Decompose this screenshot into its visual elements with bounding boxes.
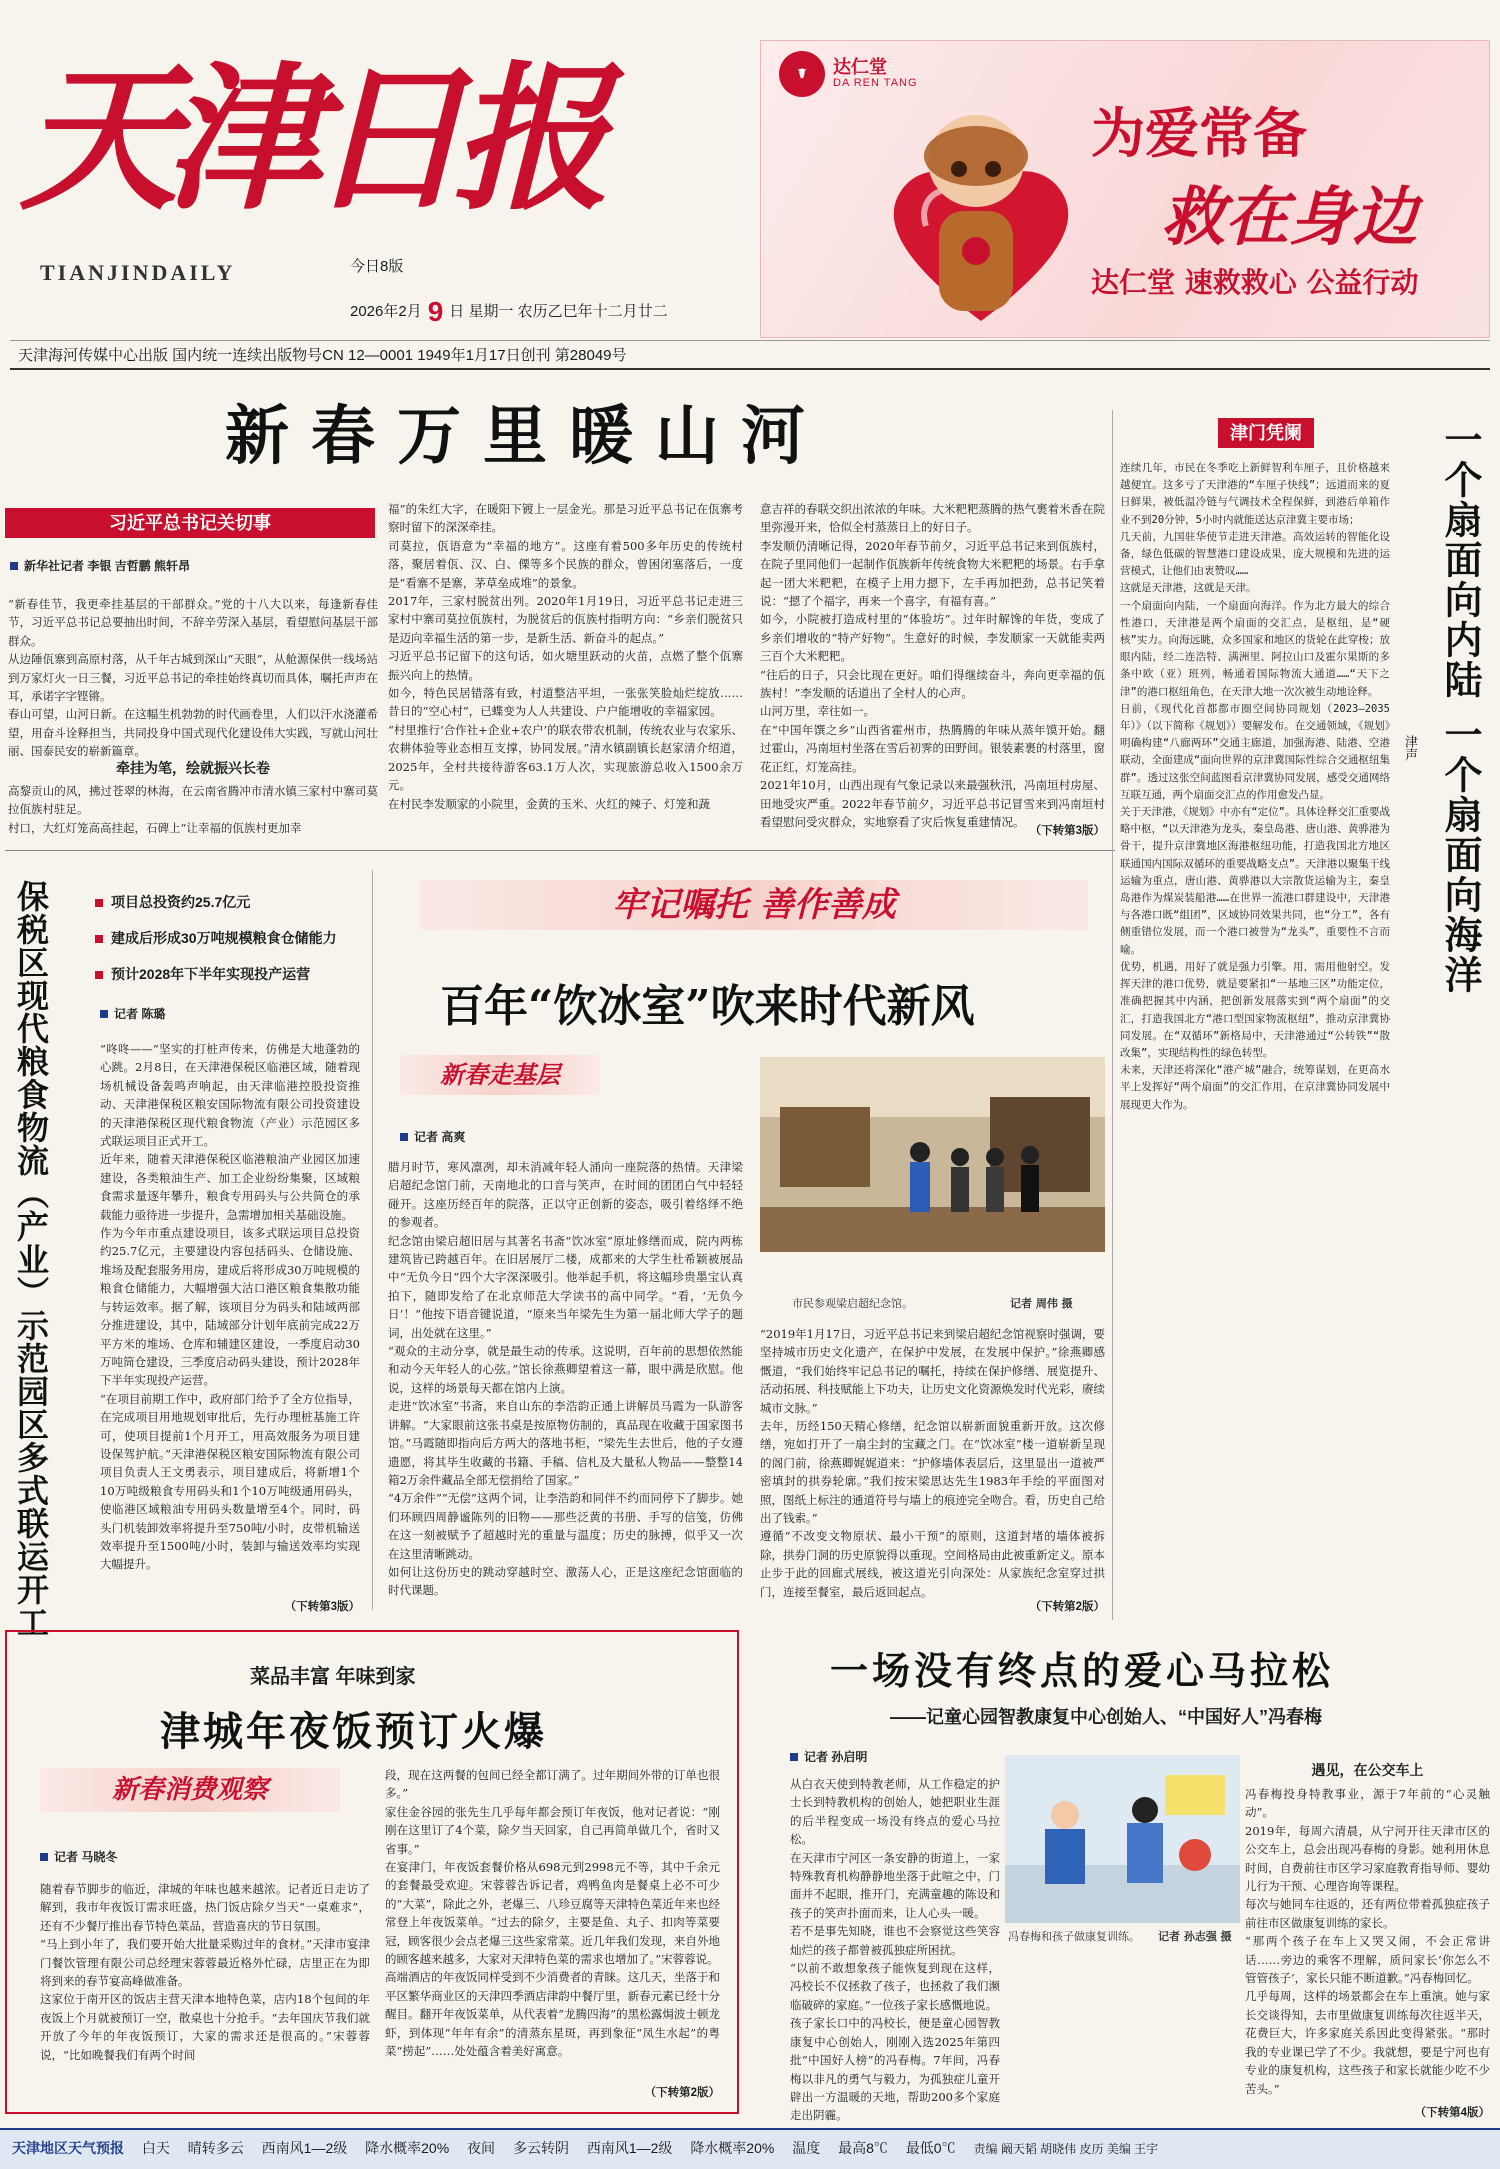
editors: 责编 阚天韬 胡晓伟 皮历 美编 王宇: [973, 2142, 1159, 2156]
icehouse-column-1: 腊月时节，寒风凛冽，却未消减年轻人涌向一座院落的热情。天津梁启超纪念馆门前，天南地北的口音与笑声，在时间的团团白气中轻轻碰开。这座历经百年的院落，正以守正创新的姿态，吸引着络绎不绝的参观者。 纪念馆由梁启超旧居与其著名书斋“饮冰室”原址修缮而成，院内两栋建筑皆已跨越百年。在旧居展厅二楼，成都来的大学生杜希颖被展品中“无负今日”四个大字深深吸引。他举起手机，将这幅珍贵墨宝认真拍下，随即发给了在北京师范大学读书的高中同学。“看，‘无负今日’！”他按下语音键说道，“原来当年梁先生为第一届北师大学子的题词，出处就在这里。” “观众的主动分享，就是最生动的传承。这说明，百年前的思想依然能和动今天年轻人的心弦。”馆长徐燕卿望着这一幕，眼中满是欣慰。他说，这样的场景每天都在馆内上演。 走进“饮冰室”书斋，来自山东的李浩韵正通上讲解员马霞为一队游客讲解。“大家眼前这张书桌是按原物仿制的，真品现在收藏于国家图书馆。”马霞随即指向后方两大的落地书柜，“梁先生去世后，他的子女遵遗愿，将其毕生收藏的书籍、手稿、信札及大量私人物品——整整14箱2万余件藏品全部无偿捐给了国家。” “4万余件”“无偿”这两个词，让李浩韵和同伴不约而同停下了脚步。她们环顾四周静谧陈列的旧物——那些泛黄的书册、手写的信笺，仿佛在这一刻被赋予了超越时光的重量与温度；历史的脉搏，似乎又一次在这里清晰跳动。 如何让这份历史的跳动穿越时空、激荡人心，正是这座纪念馆面临的时代课题。: [388, 1160, 743, 1598]
dinner-continued: （下转第2版）: [644, 2087, 720, 2099]
divider: [5, 850, 1115, 851]
marathon-column-2: 冯春梅投身特教事业，源于7年前的“心灵触动”。 2019年，每周六清晨，从宁河开往天津市区的公交车上，总会出现冯春梅的身影。她利用休息时间，自费前往市区学习家庭教育指导师、婴幼儿行为干预、心理咨询等课程。 每次与她同车往返的，还有两位带着孤独症孩子前往市区做康复训练的家长。 “那两个孩子在车上又哭又闹，不会正常讲话……旁边的乘客不理解，质问家长‘你怎么不管管孩子’，家长只能不断道歉。”冯春梅回忆。 几乎每周，这样的场景都会在车上重演。她与家长交谈得知，去市里做康复训练每次往返半天，花费巨大，许多家庭关系因此变得紧张。“那时我的专业课已学了不少。我就想，要是宁河也有专业的康复机构，这些孩子和家长就能少吃不少苦头。”: [1245, 1787, 1490, 2096]
column-rule: [1112, 410, 1113, 1620]
dateline: [350, 296, 668, 328]
dinner-sub-banner: 新春消费观察: [40, 1768, 340, 1812]
icehouse-byline: 记者 高爽: [400, 1128, 465, 1145]
edition-count: 今日8版: [350, 258, 404, 275]
mascot-icon: [911, 101, 1041, 331]
icehouse-caption: 市民参观梁启超纪念馆。: [792, 1297, 913, 1310]
grain-continued: （下转第3版）: [284, 1601, 360, 1613]
marathon-photo-credit: 记者 孙志强 摄: [1158, 1930, 1232, 1943]
lead-headline[interactable]: 新春万里暖山河: [225, 399, 827, 474]
ad-slogan-2: 救在身边: [1161, 180, 1417, 255]
dinner-headline[interactable]: 津城年夜饭预订火爆: [160, 1708, 547, 1755]
weather-item: 夜间: [467, 2140, 496, 2156]
weather-item: 降水概率20%: [690, 2140, 775, 2156]
lead-continued: （下转第3版）: [1029, 825, 1105, 837]
grain-headline[interactable]: 保税区现代粮食物流（产业）示范园区多式联运开工: [12, 880, 50, 1639]
lead-column-1: “新春佳节，我更牵挂基层的干部群众。”党的十八大以来，每逢新春佳节，习近平总书记总要抽出时间，不辞辛劳深入基层，看望慰问基层干部群众。 从边陲佤寨到高原村落，从千年古城到深山“天眼”，从舱源保供一线场站到万家灯火一日三餐，习近平总书记的牵挂始终真切而具体，嘱托声声在耳，承诺字字铿锵。 春山可望，山河日新。在这幅生机勃勃的时代画卷里，人们以汗水浇灌希望，用奋斗诠释担当，共同投身中国式现代化建设伟大实践，写就山河壮丽、国泰民安的崭新篇章。: [8, 597, 378, 759]
grain-byline: 记者 陈璐: [100, 1005, 165, 1022]
lead-subhead: 牵挂为笔，绘就振兴长卷: [116, 760, 270, 776]
commentary-author: 津声: [1402, 735, 1417, 761]
grain-bullet: 预计2028年下半年实现投产运营: [95, 964, 337, 984]
advertisement[interactable]: [760, 40, 1490, 338]
ad-brand-english: DA REN TANG: [833, 77, 918, 89]
icehouse-photo-credit: 记者 周伟 摄: [1010, 1297, 1073, 1310]
weather-label: 天津地区天气预报: [12, 2140, 124, 2156]
weather-item: 西南风1—2级: [586, 2140, 673, 2156]
weather-item: 西南风1—2级: [261, 2140, 348, 2156]
marathon-column-1: 从白衣天使到特教老师，从工作稳定的护士长到特教机构的创始人，她把职业生涯的后半程变成一场没有终点的爱心马拉松。 在天津市宁河区一条安静的街道上，一家特殊教育机构静静地坐落于此喧之中，门面并不起眼，推开门，充满童趣的陈设和孩子的笑声扑面而来，让人心头一暖。 若不是事先知晓，谁也不会察觉这些笑容灿烂的孩子都曾被孤独症所困扰。 “以前不敢想象孩子能恢复到现在这样，冯校长不仅拯救了孩子，也拯救了我们濒临破碎的家庭。”一位孩子家长感慨地说。 孩子家长口中的冯校长，便是童心园智教康复中心创始人，刚刚入选2025年第四批“中国好人榜”的冯春梅。7年间，冯春梅以非凡的勇气与毅力，为孤独症儿童开辟出一方温暖的天地，帮助200多个家庭走出阴霾。: [790, 1777, 1000, 2123]
commentary-title[interactable]: 一个扇面向内陆 一个扇面向海洋: [1438, 420, 1483, 996]
dinner-column-1: 随着春节脚步的临近，津城的年味也越来越浓。记者近日走访了解到，我市年夜饭订需求旺盛，热门饭店除夕当天“一桌难求”，还有不少餐厅推出春节特色菜品，营造喜庆的节日氛围。 “马上到小年了，我们要开始大批量采购过年的食材。”天津市宴津门餐饮管理有限公司总经理宋蓉蓉最近格外忙碌，店里正在为即将到来的春节宴高峰做准备。 这家位于南开区的饭店主营天津本地特色菜，店内18个包间的年夜饭上个月就被预订一空，散桌也十分抢手。“去年国庆节我们就开放了今年的年夜饭预订，大家的需求还是很高的。”宋蓉蓉说，“比如晚餐我们有两个时间: [40, 1882, 370, 2062]
marathon-subhead: ——记童心园智教康复中心创始人、“中国好人”冯春梅: [890, 1707, 1322, 1727]
weather-item: 最高8℃: [838, 2140, 888, 2156]
publisher-info: 天津海河传媒中心出版 国内统一连续出版物号CN 12—0001 1949年1月17日创刊 第28049号: [10, 340, 1490, 370]
marathon-caption: 冯春梅和孩子做康复训练。: [1008, 1930, 1140, 1943]
marathon-continued: （下转第4版）: [1414, 2107, 1490, 2119]
marathon-byline: 记者 孙启明: [790, 1748, 867, 1765]
lead-column-1b: 高黎贡山的风，拂过苍翠的林海，在云南省腾冲市清水镇三家村中寨司莫拉佤族村驻足。 村口，大红灯笼高高挂起，石碑上“让幸福的佤族村更加幸: [8, 784, 378, 835]
dinner-kicker: 菜品丰富 年味到家: [250, 1666, 416, 1688]
commentary-tag: 津门凭阑: [1218, 418, 1314, 448]
commentary-body: 连续几年，市民在冬季吃上新鲜智利车厘子，且价格越来越便宜。这多亏了天津港的“车厘子快线”；远道而来的夏日鲜果，被低温冷链与气调技术全程保鲜，到港后单箱作业不到20分钟，5小时内就能送达京津冀主要市场； 几天前，九国驻华使节走进天津港。高效运转的智能化设备，绿色低碳的智慧港口建设成果，庞大规模和先进的运营模式，让他们由衷赞叹…… 这就是天津港，这就是天津。 一个扇面向内陆，一个扇面向海洋。作为北方最大的综合性港口，天津港是两个扇面的交汇点，是枢纽，是“硬核”实力。向海远眺，众多国家和地区的货轮在此穿梭；放眼内陆，经二连浩特、满洲里、阿拉山口及霍尔果斯的多条中欧（亚）班列，畅通着国际物流大通道……“天下之津”的港口枢纽角色，在天津大地一次次被生动地诠释。 日前，《现代化首都都市圈空间协同规划（2023—2035年）》（以下简称《规划》）要解发布。在交通领域，《规划》明确构建“八廊两环”交通主廊道，加强海港、陆港、空港联动，全面建成“面向世界的京津冀国际性综合交通枢纽集群”。透过这张空间蓝图看京津冀协同发展，感受交通网络互联互通，两个扇面交汇点的作用愈发凸显。 关于天津港，《规划》中亦有“定位”。具体诠释交汇重要战略中枢，“以天津港为龙头，秦皇岛港、唐山港、黄骅港为骨干，提升京津冀地区海港枢纽功能，打造我国北方地区联通国内国际双循环的重要战略支点”。天津港以聚集干线运输为重点，唐山港、黄骅港以大宗散货运输为主，秦皇岛港作为煤炭装船港……在世界一流港口群建设中，天津港与各港口既“组团”，区域协同效果共同，也“分工”，各有侧重错位发展，而一个港口被誉为“龙头”，重要性不言而喻。 优势，机遇，用好了就是强力引擎。用，需用他射空。发挥天津的港口优势，就是要紧扣“一基地三区”功能定位，准确把握其中内涵，把创新发展落实到“两个扇面”的交汇，打造我国北方“港口型国家物流枢纽”，推动京津冀协同发展。在“双循环”新格局中，天津港通过“公转铁”“散改集”，实现结构性的绿色转型。 未来，天津还将深化“港产城”融合，统筹谋划，在更高水平上发挥好“两个扇面”的交汇作用，在京津冀协同发展中展现更大作为。: [1120, 462, 1390, 1111]
icehouse-column-2: “2019年1月17日，习近平总书记来到梁启超纪念馆视察时强调，要坚持城市历史文化遗产，在保护中发展，在发展中保护。”徐燕卿感慨道，“我们始终牢记总书记的嘱托，持续在保护修缮、展览提升、活动拓展、科技赋能上下功夫，让历史文化资源焕发时代光彩，赓续城市文脉。” 去年，历经150天精心修缮，纪念馆以崭新面貌重新开放。这次修缮，宛如打开了一扇尘封的宝藏之门。在“饮冰室”楼一道崭新呈现的阁门前，徐燕卿娓娓道来：“护修墙体表层后，这里显出一道被严密填封的拱券轮廓。”我们按宋梁思达先生1983年手绘的平面图对照，图纸上标注的通道符号与墙上的痕迹完全吻合。看，历史自己给出了钱索。” 遵循“不改变文物原状、最小干预”的原则，这道封堵的墙体被拆除，拱券门洞的历史原貌得以重现。空间格局由此被重新定义。原本止步于此的回廊式展线，被这道光引向深处：从家族纪念室穿过拱门，连接至餐室，最后返回起点。: [760, 1327, 1105, 1599]
ad-slogan-1: 为爱常备: [1091, 101, 1307, 165]
lead-column-3: 意吉祥的春联交织出浓浓的年味。大米粑粑蒸腾的热气裹着米香在院里弥漫开来，恰似全村蒸蒸日上的好日子。 李发顺仍清晰记得，2020年春节前夕，习近平总书记来到佤族村，在院子里同他们一起制作佤族新年传统食物大米粑粑的场景。右手拿起一团大米粑粑，在模子上用力摁下，左手再加把劲，总书记笑着说：“摁了个福字，再来一个喜字，有福有喜。” 如今，小院被打造成村里的“体验坊”。过年时解馋的年货，变成了乡亲们增收的“特产好物”。生意好的时候，李发顺家一天就能卖两三百个大米粑粑。 “往后的日子，只会比现在更好。咱们得继续奋斗，奔向更幸福的佤族村！”李发顺的话道出了全村人的心声。 山河万里，幸往如一。 在“中国年馔之乡”山西省霍州市，热腾腾的年味从蒸年馍开始。翻过霍山，冯南垣村坐落在雪后初霁的田野间。银装素裹的村落里，窗花正红，灯笼高挂。 2021年10月，山西出现有气象记录以来最强秋汛，冯南垣村房屋、田地受灾严重。2022年春节前夕，习近平总书记冒雪来到冯南垣村看望慰问受灾群众，实地察看了灾后恢复重建情况。: [760, 502, 1105, 829]
grain-bullet: 建成后形成30万吨规模粮食仓储能力: [95, 928, 337, 948]
icehouse-continued: （下转第2版）: [1029, 1601, 1105, 1613]
weather-item: 温度: [792, 2140, 821, 2156]
grain-bullet: 项目总投资约25.7亿元: [95, 892, 337, 912]
masthead-title: 天津日报: [20, 47, 596, 232]
icehouse-headline[interactable]: 百年“饮冰室”吹来时代新风: [440, 981, 975, 1032]
lead-section-tag: 习近平总书记关切事: [5, 508, 375, 538]
weather-item: 降水概率20%: [365, 2140, 450, 2156]
icehouse-photo[interactable]: [760, 1057, 1105, 1252]
ad-brand: 达仁堂: [833, 57, 887, 77]
marathon-photo[interactable]: [1005, 1755, 1240, 1923]
grain-body: “咚咚——”坚实的打桩声传来，仿佛是大地蓬勃的心跳。2月8日，在天津港保税区临港区域，随着现场机械设备轰鸣声响起，由天津临港控股投资推动、天津港保税区粮安国际物流有限公司投资建设的天津港保税区现代粮食物流（产业）示范园区多式联运项目正式开工。 近年来，随着天津港保税区临港粮油产业园区加速建设，各类粮油生产、加工企业纷纷集聚，区域粮食需求量逐年攀升，粮食专用码头与公共筒仓的承载能力亟待进一步提升，急需增加相关基础设施。 作为今年市重点建设项目，该多式联运项目总投资约25.7亿元，主要建设内容包括码头、仓储设施、堆场及配套服务用房，建成后将形成30万吨规模的粮食仓储能力，大幅增强大沽口港区粮食集散功能与转运效率。据了解，该项目分为码头和陆域两部分推进建设，其中，陆域部分计划年底前完成22万平方米的堆场、仓库和辅建区建设，一季度启动30万吨筒仓建设，三季度启动码头建设，预计2028年下半年实现投产运营。 “在项目前期工作中，政府部门给予了全方位指导，在完成项目用地规划审批后，先行办理桩基施工许可，使项目提前1个月开工，用高效服务为项目建设保驾护航。”天津港保税区粮安国际物流有限公司项目负责人王文勇表示，项目建成后，将新增1个10万吨级粮食专用码头和1个10万吨级通用码头，使临港区域粮油专用码头数量增至4个。同时，码头门机装卸效率将提升至750吨/小时，皮带机输送效率提升至1500吨/小时，装卸与输送效率均实现大幅提升。: [100, 1042, 360, 1572]
date-year-month: 2026年2月: [350, 302, 422, 320]
weather-item: 白天: [141, 2140, 170, 2156]
date-rest: 日 星期一 农历乙巳年十二月廿二: [449, 302, 668, 320]
masthead-english-title: TIANJINDAILY: [40, 260, 236, 285]
grain-bullets: [95, 892, 337, 984]
marathon-subhead-2: 遇见，在公交车上: [1311, 1762, 1424, 1778]
lead-byline: 新华社记者 李银 吉哲鹏 熊轩昂: [10, 557, 190, 574]
weather-item: 最低0℃: [905, 2140, 956, 2156]
weather-bar: [0, 2128, 1500, 2169]
date-day: 9: [427, 296, 444, 327]
brand-logo-icon: ☤: [779, 51, 825, 97]
ad-campaign: 达仁堂 速救救心 公益行动: [1091, 266, 1419, 299]
exhibit-hall-image: [760, 1057, 1105, 1252]
training-room-image: [1005, 1755, 1240, 1923]
column-rule: [372, 870, 373, 1610]
marathon-headline[interactable]: 一场没有终点的爱心马拉松: [830, 1648, 1335, 1693]
icehouse-sub-banner: 新春走基层: [400, 1055, 600, 1095]
weather-item: 晴转多云: [187, 2140, 244, 2156]
lead-column-2: 福”的朱红大字，在暖阳下镀上一层金光。那是习近平总书记在佤寨考察时留下的深深牵挂。 司莫拉，佤语意为“幸福的地方”。这座有着500多年历史的传统村落，聚居着佤、汉、白、傈等多个民族的群众，曾困闭塞落后，一度是“看寨不是寨，茅草垒成堆”的景象。 2017年，三家村脱贫出列。2020年1月19日，习近平总书记走进三家村中寨司莫拉佤族村，为脱贫后的佤族村指明方向：“乡亲们脱贫只是迈向幸福生活的第一步，是新生活、新奋斗的起点。” 习近平总书记留下的这句话，如火塘里跃动的火苗，点燃了整个佤寨振兴向上的热情。 如今，特色民居错落有致，村道整洁平坦，一张张笑脸灿烂绽放……昔日的“空心村”，已蝶变为人人共建设、户户能增收的幸福家园。 “村里推行‘合作社+企业+农户’的联农带农机制，传统农业与农家乐、农耕体验等业态相互支撑，协同发展。”清水镇副镇长赵家清介绍道，2025年，全村共接待游客63.1万人次，实现旅游总收入1500余万元。 在村民李发顺家的小院里，金黄的玉米、火红的辣子、灯笼和蔬: [388, 502, 743, 811]
weather-item: 多云转阴: [512, 2140, 569, 2156]
dinner-column-2: 段，现在这两餐的包间已经全都订满了。过年期间外带的订单也很多。” 家住金谷园的张先生几乎每年都会预订年夜饭，他对记者说：“刚刚在这里订了4个菜，除夕当天回家，自己再简单做几个，省时又省事。” 在宴津门，年夜饭套餐价格从698元到2998元不等，其中千余元的套餐最受欢迎。宋蓉蓉告诉记者，鸡鸭鱼肉是餐桌上必不可少的“大菜”，除此之外，老爆三、八珍豆腐等天津特色菜近年来也经常登上年夜饭菜单。“过去的除夕，主要是鱼、丸子、扣肉等菜要冠，顾客很少会点老爆三这些家常菜。近几年我们发现，来自外地的顾客越来越多，大家对天津特色菜的需求也增加了。”宋蓉蓉说。 高端酒店的年夜饭同样受到不少消费者的青睐。这几天，坐落于和平区繁华商业区的天津四季酒店津韵中餐厅里，新春元素已经十分醒目。翻开年夜饭菜单，从代表着“龙腾四海”的黑松露焗波士顿龙虾，到体现“年年有余”的清蒸东星斑，再到象征“凤生水起”的粤菜“捞起”……处处蕴含着美好寓意。: [385, 1768, 720, 2059]
icehouse-banner: 牢记嘱托 善作善成: [420, 880, 1088, 930]
dinner-byline: 记者 马晓冬: [40, 1848, 117, 1865]
